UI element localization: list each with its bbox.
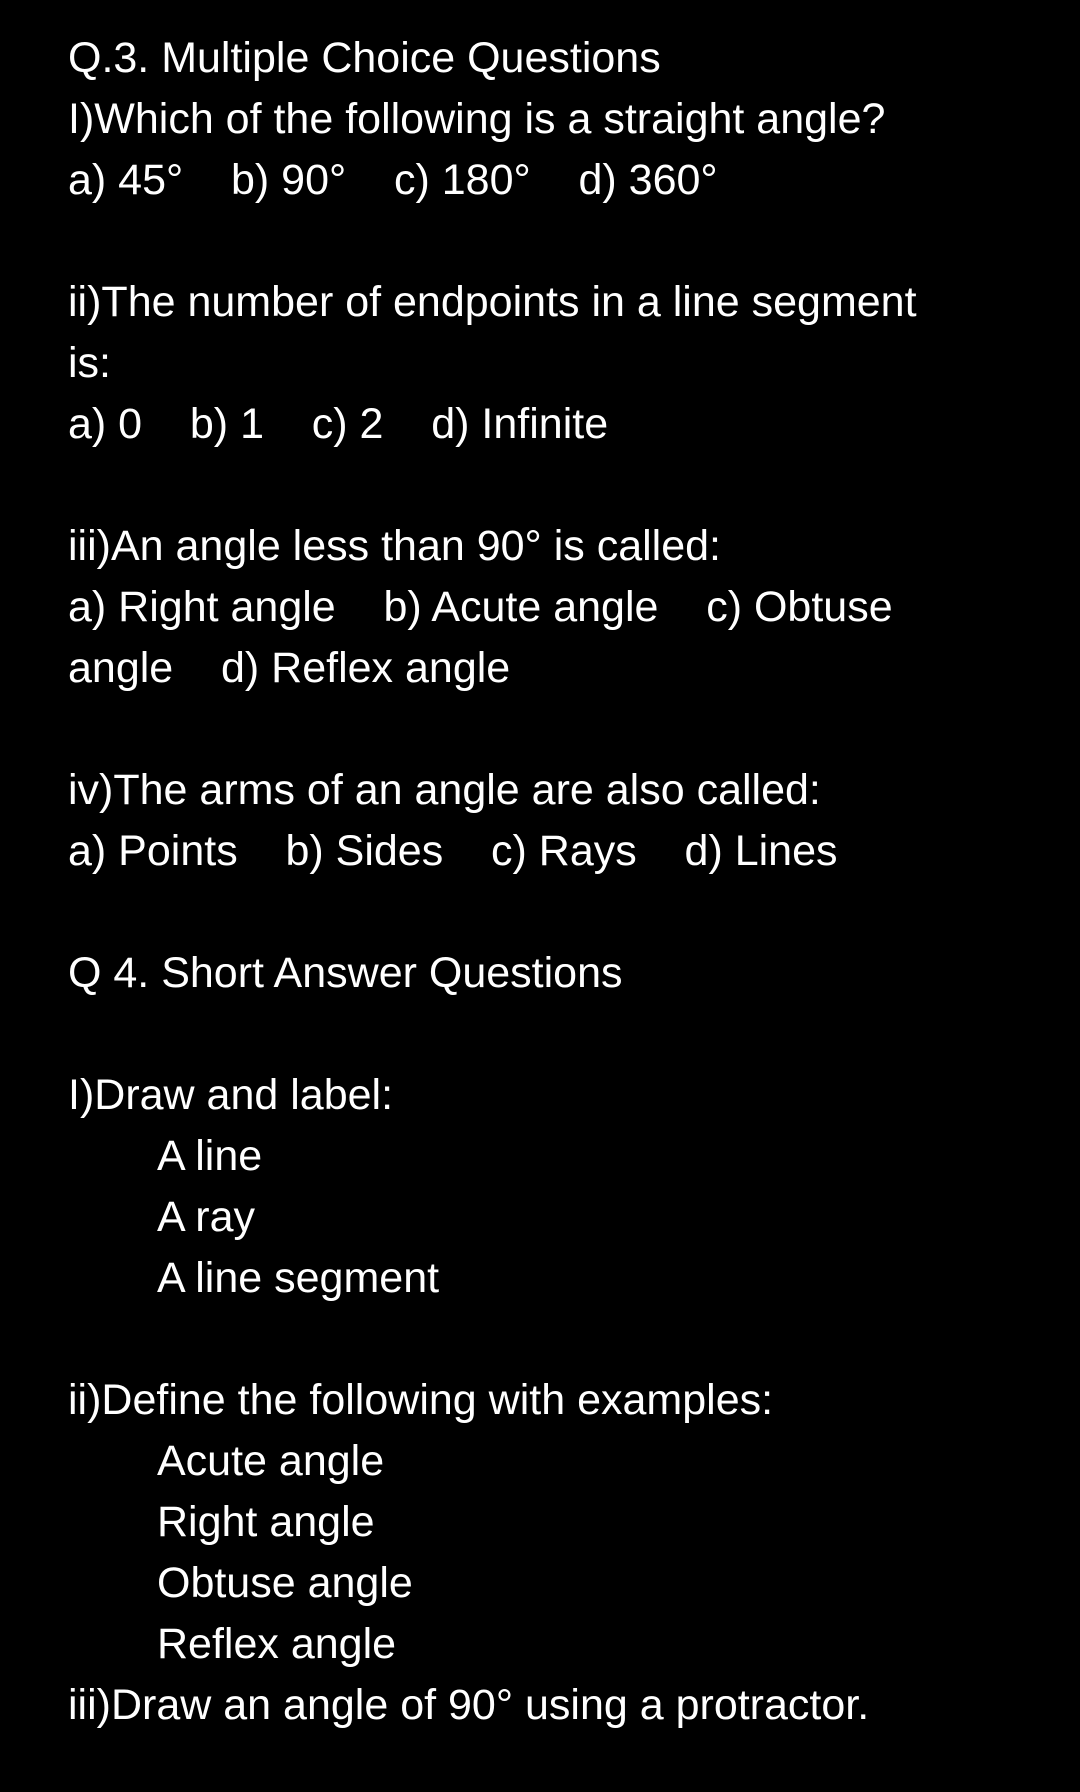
question-text: iv)The arms of an angle are also called: (68, 766, 821, 814)
answer-options: a) 0 b) 1 c) 2 d) Infinite (68, 400, 609, 448)
question-text: ii)The number of endpoints in a line segment (68, 278, 917, 326)
list-item: Right angle (157, 1498, 375, 1546)
spacer (68, 699, 1028, 760)
spacer (68, 1309, 1028, 1370)
spacer (68, 211, 1028, 272)
question-text: iii)An angle less than 90° is called: (68, 522, 721, 570)
section-title-short-answer: Q 4. Short Answer Questions (68, 949, 623, 997)
answer-options-continued: angle d) Reflex angle (68, 644, 511, 692)
list-item: A line (157, 1132, 263, 1180)
question-text-continued: is: (68, 339, 111, 387)
spacer (68, 882, 1028, 943)
section-title-mcq: Q.3. Multiple Choice Questions (68, 34, 661, 82)
list-item: Obtuse angle (157, 1559, 413, 1607)
question-text: I)Which of the following is a straight angle? (68, 95, 886, 143)
question-text: iii)Draw an angle of 90° using a protractor. (68, 1681, 870, 1729)
answer-options: a) 45° b) 90° c) 180° d) 360° (68, 156, 718, 204)
list-item: A line segment (157, 1254, 440, 1302)
worksheet (68, 28, 1028, 1736)
answer-options: a) Points b) Sides c) Rays d) Lines (68, 827, 838, 875)
answer-options: a) Right angle b) Acute angle c) Obtuse (68, 583, 893, 631)
list-item: Reflex angle (157, 1620, 397, 1668)
spacer (68, 455, 1028, 516)
question-text: ii)Define the following with examples: (68, 1376, 774, 1424)
question-text: I)Draw and label: (68, 1071, 394, 1119)
spacer (68, 1004, 1028, 1065)
list-item: Acute angle (157, 1437, 385, 1485)
list-item: A ray (157, 1193, 255, 1241)
